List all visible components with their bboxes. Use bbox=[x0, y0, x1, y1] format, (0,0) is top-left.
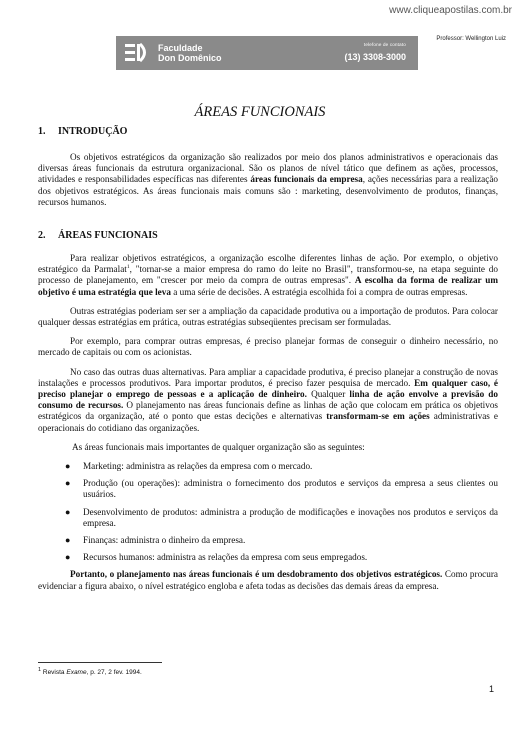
professor-name: Professor: Wellington Luiz bbox=[436, 36, 506, 42]
footnote-marker[interactable]: 1 bbox=[126, 264, 130, 271]
page-title: ÁREAS FUNCIONAIS bbox=[194, 104, 326, 120]
text: administrativas e operacionais do cotidiano das organizações. bbox=[38, 411, 498, 433]
banner-phone: (13) 3308-3000 bbox=[344, 51, 406, 62]
bold-text: Portanto, o planejamento nas áreas funcionais é um desdobramento dos objetivos estratégicos. bbox=[70, 569, 443, 580]
section-2-paragraph-5 bbox=[38, 569, 498, 591]
text: , p. 27, 2 fev. 1994. bbox=[86, 669, 142, 676]
list-item bbox=[65, 535, 498, 546]
section-2-title: ÁREAS FUNCIONAIS bbox=[58, 230, 158, 241]
list-intro: As áreas funcionais mais importantes de qualquer organização são as seguintes: bbox=[72, 441, 365, 452]
section-1-title: INTRODUÇÃO bbox=[58, 126, 128, 137]
bold-text: A escolha da forma de realizar um objetivo é uma estratégia que leva bbox=[38, 275, 498, 297]
footnote-number: 1 bbox=[38, 666, 42, 673]
list-item-text: Desenvolvimento de produtos: administra a produção de modificações e inovações nos produtos e serviços da empresa. bbox=[83, 506, 498, 528]
banner-brand-line2: Don Domênico bbox=[158, 53, 222, 63]
section-1-heading bbox=[38, 126, 127, 137]
text: Os objetivos estratégicos da organização são realizados por meio dos planos administrativos e operacionais das diversas áreas funcionais da estrutura organizacional. São os planos de nível tático que definem as ações, processos, atividades e responsabilidades específicas nas diferentes bbox=[38, 152, 498, 185]
faculdade-logo-icon bbox=[122, 40, 152, 66]
section-1-body bbox=[38, 152, 498, 216]
bullet-icon: ● bbox=[65, 461, 71, 472]
bullet-icon: ● bbox=[65, 535, 71, 546]
text: Qualquer bbox=[306, 389, 350, 400]
bold-text: linha de ação envolve a previsão do consumo de recursos. bbox=[38, 389, 498, 411]
bold-text: áreas funcionais da empresa bbox=[250, 174, 363, 185]
text: Revista bbox=[41, 669, 67, 676]
text: a uma série de decisões. A estratégia escolhida foi a compra de outras empresas. bbox=[170, 286, 468, 297]
section-1-number: 1. bbox=[38, 126, 46, 137]
section-2-paragraph-3: Por exemplo, para comprar outras empresas, é preciso planejar formas de conseguir o dinheiro necessário, no mercado de capitais ou com os acionistas. bbox=[38, 336, 498, 358]
section-2-paragraph-4 bbox=[38, 367, 498, 434]
site-url[interactable]: www.cliqueapostilas.com.br bbox=[389, 5, 512, 16]
banner-contact-label: telefone de contato bbox=[363, 41, 406, 47]
section-2-number: 2. bbox=[38, 230, 46, 241]
bold-text: transformam-se em ações bbox=[326, 411, 430, 422]
text: , ações necessárias para a realização dos objetivos estratégicos. As áreas funcionais mais comuns são : marketing, desenvolvimento de produtos, finanças, recursos humanos. bbox=[38, 174, 498, 207]
banner-contact bbox=[344, 42, 406, 65]
banner-brand bbox=[158, 43, 222, 63]
section-2-paragraph-1 bbox=[38, 253, 498, 298]
text: Como procura evidenciar a figura abaixo, o nível estratégico engloba e afeta todas as decisões das demais áreas da empresa. bbox=[38, 569, 498, 591]
list-item bbox=[65, 507, 498, 529]
list-item bbox=[65, 478, 498, 500]
functional-areas-list bbox=[65, 461, 498, 563]
banner-brand-line1: Faculdade bbox=[158, 43, 203, 53]
section-1-paragraph bbox=[38, 152, 498, 208]
bold-text: Em qualquer caso, é preciso planejar o emprego de pessoas e a aplicação de dinheiro. bbox=[38, 377, 498, 400]
italic-text: Exame bbox=[66, 669, 87, 676]
text: Para realizar objetivos estratégicos, a organização escolhe diferentes linhas de ação. Por exemplo, o objetivo estratégico da Parmalat bbox=[38, 253, 498, 275]
text: No caso das outras duas alternativas. Para ampliar a capacidade produtiva, é preciso planejar a construção de novas instalações e processos produtivos. Para importar produtos, é preciso fazer pesquisa de mercado. bbox=[38, 366, 498, 388]
bullet-icon: ● bbox=[65, 506, 71, 517]
footnote-divider bbox=[38, 662, 162, 663]
list-item bbox=[65, 461, 498, 472]
list-item-text: Finanças: administra o dinheiro da empresa. bbox=[83, 535, 246, 546]
text: , "tornar-se a maior empresa do ramo do leite no Brasil", transformou-se, na etapa seguinte do processo de planejamento, em "crescer por meio da compra de outras empresas". bbox=[38, 264, 498, 286]
section-2-body bbox=[38, 253, 498, 600]
section-2-heading bbox=[38, 230, 158, 241]
page-number: 1 bbox=[488, 684, 494, 694]
list-item-text: Marketing: administra as relações da empresa com o mercado. bbox=[83, 461, 313, 472]
section-2-paragraph-2: Outras estratégias poderiam ser ser a ampliação da capacidade produtiva ou a importação de produtos. Para colocar qualquer dessas estratégias em prática, outras estratégias subseqüentes precisam ser formuladas. bbox=[38, 305, 498, 328]
list-item bbox=[65, 552, 498, 563]
list-item-text: Produção (ou operações): administra o fornecimento dos produtos e serviços da empresa a seus clientes ou usuários. bbox=[83, 478, 498, 500]
text: O planejamento nas áreas funcionais define as linhas de ação que colocam em prática os objetivos estratégicos da organização, até o ponto que estas decições e alternativas bbox=[38, 400, 498, 422]
bullet-icon: ● bbox=[65, 478, 71, 489]
bullet-icon: ● bbox=[65, 552, 71, 563]
institution-banner bbox=[116, 36, 418, 70]
list-item-text: Recursos humanos: administra as relações da empresa com seus empregados. bbox=[83, 552, 368, 563]
footnote bbox=[38, 666, 142, 676]
